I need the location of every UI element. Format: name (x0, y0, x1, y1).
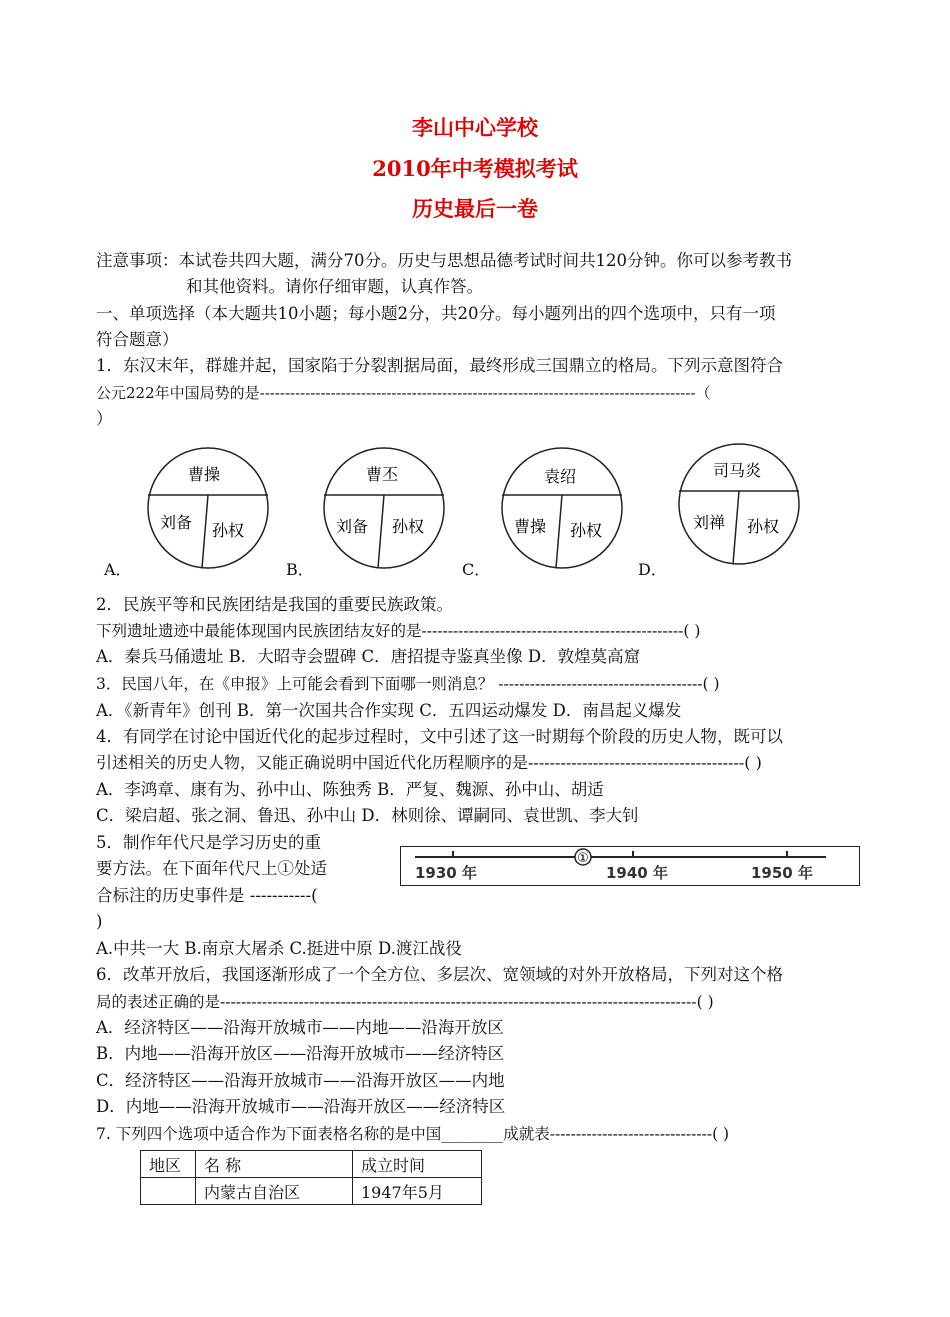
q7-table-cell (141, 1178, 196, 1205)
q4-line-1: 4．有同学在讨论中国近代化的起步过程时，文中引述了这一时期每个阶段的历史人物，既可以 (96, 727, 783, 746)
q5-timeline-marker: ① (577, 851, 589, 866)
q5-options: A.中共一大 B.南京大屠杀 C.挺进中原 D.渡江战役 (96, 939, 462, 958)
q1-letter-d: D． (638, 560, 667, 579)
q3-line-1: 3．民国八年，在《申报》上可能会看到下面哪一则消息？ ---------------------------------------( ) (96, 675, 720, 693)
paper-title: 历史最后一卷 (412, 196, 538, 221)
q1-line-2: 公元222年中国局势的是--------------------------------------------------------------------------------------（ (96, 384, 711, 402)
section1-line-1: 一、单项选择（本大题共10小题；每小题2分，共20分。每小题列出的四个选项中，只有一项 (96, 304, 776, 323)
q1-b-top: 曹丕 (365, 465, 399, 484)
q7-table-header: 名 称 (196, 1151, 353, 1178)
q4-option-ab: A．李鸿章、康有为、孙中山、陈独秀 B．严复、魏源、孙中山、胡适 (96, 780, 604, 799)
table-row (141, 1178, 482, 1205)
q5-line-2: 要方法。在下面年代尺上①处适 (96, 859, 327, 878)
q4-option-cd: C．梁启超、张之洞、鲁迅、孙中山 D．林则徐、谭嗣同、袁世凯、李大钊 (96, 806, 639, 825)
q1-c-right: 孙权 (569, 521, 603, 540)
q1-option-c-diagram (500, 446, 624, 570)
q1-a-top: 曹操 (187, 465, 221, 484)
q1-c-top: 袁绍 (543, 467, 577, 486)
q1-b-right: 孙权 (391, 517, 425, 536)
q5-timeline-label-1940: 1940 年 (606, 864, 668, 882)
q7-table-cell: 1947年5月 (353, 1178, 482, 1205)
q5-timeline-label-1950: 1950 年 (751, 864, 813, 882)
q2-line-2: 下列遗址遗迹中最能体现国内民族团结友好的是--------------------------------------------------( ) (96, 622, 701, 640)
q7-table (140, 1150, 482, 1205)
q3-options: A．《新青年》创刊 B．第一次国共合作实现 C．五四运动爆发 D．南昌起义爆发 (96, 701, 682, 720)
q1-a-right: 孙权 (211, 521, 245, 540)
q1-option-a-diagram (146, 446, 270, 570)
q5-timeline (400, 846, 860, 886)
q1-line-1: 1．东汉末年，群雄并起，国家陷于分裂割据局面，最终形成三国鼎立的格局。下列示意图符合 (96, 356, 783, 375)
q1-b-left: 刘备 (335, 517, 369, 536)
q1-d-right: 孙权 (746, 517, 780, 536)
q6-option-b: B．内地——沿海开放区——沿海开放城市——经济特区 (96, 1044, 505, 1063)
q1-letter-b: B． (286, 560, 314, 579)
q1-option-d-diagram (677, 442, 801, 566)
q4-line-2: 引述相关的历史人物，又能正确说明中国近代化历程顺序的是----------------------------------------( ) (96, 753, 762, 772)
notice-line-1: 注意事项：本试卷共四大题，满分70分。历史与思想品德考试时间共120分钟。你可以参考教书 (96, 251, 792, 270)
q5-line-1: 5．制作年代尺是学习历史的重 (96, 833, 321, 852)
q6-line-2: 局的表述正确的是-------------------------------------------------------------------------------------------( ) (96, 993, 714, 1011)
q1-letter-c: C． (462, 560, 491, 579)
q1-option-b-diagram (322, 446, 446, 570)
school-title: 李山中心学校 (412, 115, 538, 140)
q2-line-1: 2．民族平等和民族团结是我国的重要民族政策。 (96, 595, 453, 614)
q1-d-top: 司马炎 (712, 461, 762, 480)
q5-line-3: 合标注的历史事件是 -----------( (96, 886, 318, 905)
q5-line-4: ) (96, 912, 103, 931)
q7-table-cell: 内蒙古自治区 (196, 1178, 353, 1205)
q2-options: A．秦兵马俑遗址 B．大昭寺会盟碑 C．唐招提寺鉴真坐像 D．敦煌莫高窟 (96, 647, 641, 666)
q5-timeline-label-1930: 1930 年 (415, 864, 477, 882)
q1-a-left: 刘备 (159, 513, 193, 532)
q7-table-header: 地区 (141, 1151, 196, 1178)
notice-line-2: 和其他资料。请你仔细审题，认真作答。 (186, 277, 483, 296)
q1-d-left: 刘禅 (692, 513, 726, 532)
section1-line-2: 符合题意） (96, 330, 179, 349)
q1-c-left: 曹操 (513, 517, 547, 536)
q1-line-3: ） (96, 409, 113, 428)
q6-option-a: A．经济特区——沿海开放城市——内地——沿海开放区 (96, 1018, 504, 1037)
q1-letter-a: A． (104, 560, 132, 579)
q7-line-1: 7. 下列四个选项中适合作为下面表格名称的是中国________成就表-------------------------------( ) (96, 1125, 730, 1143)
q6-option-c: C．经济特区——沿海开放城市——沿海开放区——内地 (96, 1071, 505, 1090)
q7-table-header-row (141, 1151, 482, 1178)
q6-line-1: 6．改革开放后，我国逐渐形成了一个全方位、多层次、宽领域的对外开放格局，下列对这个格 (96, 965, 783, 984)
exam-title: 2010年中考模拟考试 (372, 156, 578, 181)
q7-table-header: 成立时间 (353, 1151, 482, 1178)
q6-option-d: D．内地——沿海开放城市——沿海开放区——经济特区 (96, 1097, 506, 1116)
